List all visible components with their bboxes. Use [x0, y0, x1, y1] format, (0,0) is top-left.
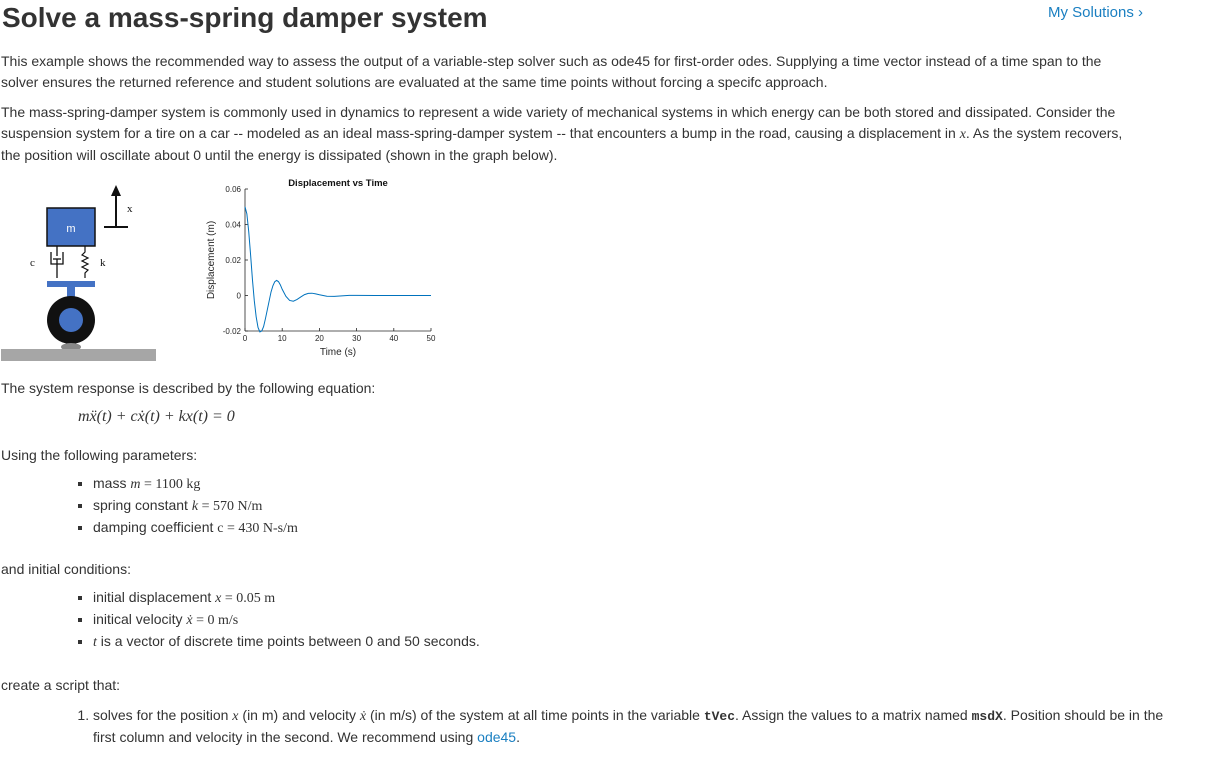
- parameter-mass: [93, 473, 298, 495]
- intro-paragraph-1: This example shows the recommended way to assess the output of a variable-step solver such as ode45 for first-order odes. Supplying a time vector instead of a time span to the solver ensures the returned reference and student solutions are evaluated at the same time points without forcing a specifc approach.: [1, 53, 1102, 90]
- chart-series-line-displacement: [245, 207, 431, 332]
- parameter-value: = 1100 kg: [140, 477, 201, 492]
- mass-spring-damper-diagram: [0, 180, 160, 366]
- x-axis-arrowhead: [111, 185, 121, 196]
- equation-intro: The system response is described by the following equation:: [1, 380, 376, 396]
- chart-x-tick-label: 30: [352, 334, 362, 343]
- intro-p2-var: x: [959, 127, 966, 142]
- condition-value: = 0 m/s: [192, 613, 239, 628]
- task-text: . Assign the values to a matrix named: [735, 707, 972, 723]
- task-text: (in m) and velocity: [238, 707, 360, 723]
- displacement-chart: [200, 172, 445, 368]
- task-text: (in m/s) of the system at all time points in the variable: [366, 707, 704, 723]
- condition-value: is a vector of discrete time points between 0 and 50 seconds.: [96, 633, 480, 649]
- spring-label: k: [100, 257, 106, 269]
- intro-p2-text-b: . As the system recovers, the position will oscillate about 0 until the energy is dissipated (shown in the graph below).: [1, 125, 1123, 163]
- initial-conditions-list: [75, 587, 480, 653]
- chart-y-tick-label: 0: [236, 291, 241, 301]
- task-symbol-x: x: [232, 709, 239, 724]
- chart-x-tick-label: 10: [277, 334, 287, 343]
- damper: [51, 246, 63, 278]
- condition-label: initical velocity: [93, 611, 187, 627]
- condition-value: = 0.05 m: [221, 591, 276, 606]
- parameters-list: [75, 473, 298, 539]
- equation-text: mẍ(t) + cẋ(t) + kx(t) = 0: [78, 408, 235, 425]
- condition-initial-displacement: [93, 587, 480, 609]
- parameter-label: spring constant: [93, 497, 192, 513]
- condition-time-vector: [93, 631, 480, 653]
- intro-paragraph-2: [1, 102, 1141, 166]
- parameter-spring-constant: [93, 495, 298, 517]
- condition-label: initial displacement: [93, 589, 216, 605]
- spring: [82, 246, 88, 278]
- page-title: Solve a mass-spring damper system: [2, 2, 488, 33]
- condition-symbol: t: [93, 635, 97, 650]
- parameter-symbol: k: [191, 499, 199, 514]
- x-axis-label: x: [127, 203, 133, 215]
- chart-x-tick-label: 40: [389, 334, 399, 343]
- chart-y-tick-label: -0.02: [222, 327, 241, 336]
- chart-x-tick-label: 0: [242, 334, 248, 343]
- parameter-value: = 430 N-s/m: [223, 521, 298, 536]
- chart-x-tick-label: 20: [314, 334, 324, 343]
- chart-x-label: Time (s): [319, 347, 357, 358]
- support-plate: [47, 281, 95, 287]
- chart-y-label: Displacement (m): [206, 220, 217, 300]
- condition-symbol: x: [215, 591, 222, 606]
- task-text: . Position should be in the first column and velocity in the second. We recommend using: [93, 707, 1164, 745]
- task-text: .: [516, 729, 520, 745]
- condition-initial-velocity: [93, 609, 480, 631]
- chart-y-tick-label: 0.04: [225, 220, 241, 230]
- my-solutions-link[interactable]: My Solutions ›: [1048, 4, 1144, 21]
- chart-y-tick-label: 0.06: [225, 185, 241, 194]
- task-text: solves for the position: [93, 707, 233, 723]
- parameter-damping-coefficient: [93, 517, 298, 539]
- parameter-symbol: m: [130, 477, 141, 492]
- code-tvec: tVec: [703, 709, 736, 724]
- initial-conditions-intro: and initial conditions:: [1, 561, 131, 577]
- wheel-hub: [59, 308, 83, 332]
- parameter-value: = 570 N/m: [198, 499, 263, 514]
- condition-symbol: ẋ: [186, 613, 193, 628]
- chart-title: Displacement vs Time: [288, 178, 388, 189]
- ground: [1, 349, 156, 361]
- damper-label: c: [30, 257, 35, 269]
- intro-p2-text-a: The mass-spring-damper system is commonly used in dynamics to represent a wide variety of mechanical systems in which energy can be both stored and dissipated. Consider the suspension system for a tire on a car -- modeled as an ideal mass-spring-damper system -- that encounters a bump in the road, causing a displacement in: [1, 104, 1116, 141]
- script-intro: create a script that:: [1, 677, 121, 693]
- parameters-intro: Using the following parameters:: [1, 447, 198, 463]
- parameter-label: mass: [93, 475, 131, 491]
- ode45-link[interactable]: ode45: [477, 729, 517, 745]
- task-list: [75, 705, 1168, 748]
- task-1: [93, 705, 1168, 748]
- chart-x-tick-label: 50: [426, 334, 436, 343]
- governing-equation: [78, 408, 235, 426]
- parameter-symbol: c: [217, 521, 224, 536]
- mass-label: m: [66, 223, 76, 235]
- chart-y-tick-label: 0.02: [225, 256, 241, 265]
- code-msdx: msdX: [971, 709, 1003, 724]
- task-symbol-xdot: ẋ: [359, 709, 367, 724]
- parameter-label: damping coefficient: [93, 519, 218, 535]
